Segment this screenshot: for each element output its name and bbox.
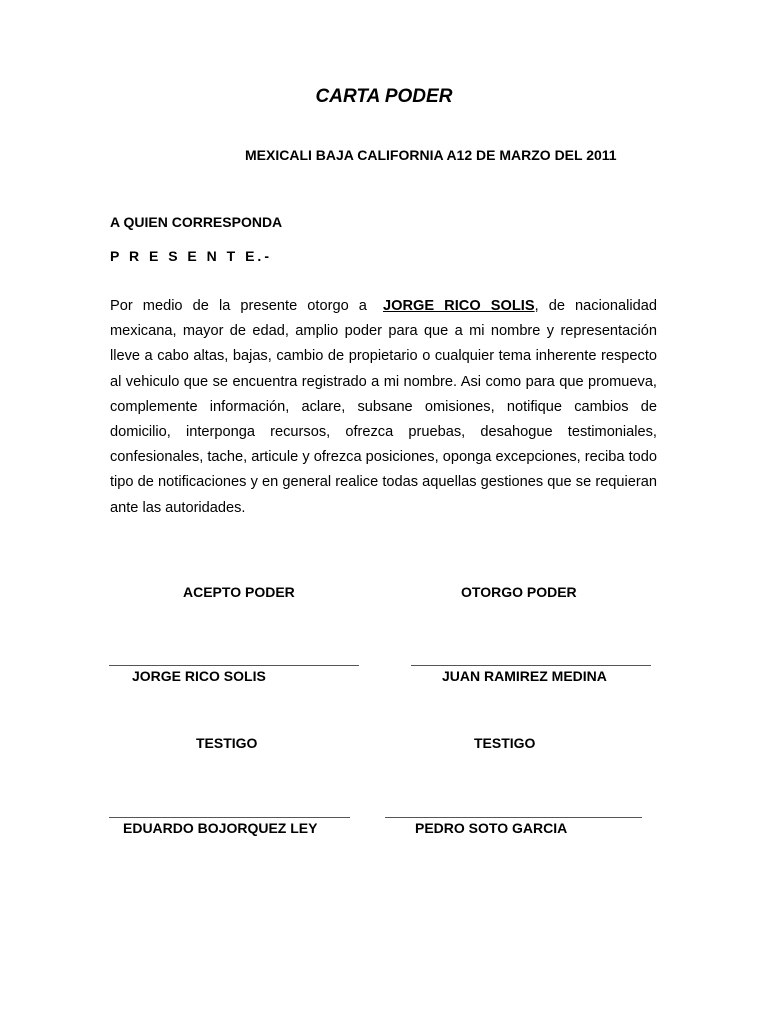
- grantee-name: JORGE RICO SOLIS: [383, 298, 535, 314]
- grant-signer-name: JUAN RAMIREZ MEDINA: [442, 668, 607, 684]
- witness-left-heading: TESTIGO: [196, 735, 258, 751]
- accept-power-heading: ACEPTO PODER: [183, 584, 295, 600]
- witness-left-name: EDUARDO BOJORQUEZ LEY: [123, 820, 318, 836]
- accept-signature-line: [109, 665, 359, 666]
- document-title: CARTA PODER: [315, 86, 453, 107]
- accept-signer-name: JORGE RICO SOLIS: [132, 668, 266, 684]
- place-and-date: MEXICALI BAJA CALIFORNIA A12 DE MARZO DEL 2011: [245, 147, 617, 163]
- witness-right-signature-line: [385, 817, 642, 818]
- witness-left-signature-line: [109, 817, 350, 818]
- addressee: A QUIEN CORRESPONDA: [110, 214, 283, 230]
- witness-right-name: PEDRO SOTO GARCIA: [415, 820, 568, 836]
- witness-right-heading: TESTIGO: [474, 735, 536, 751]
- body-rest: , de nacionalidad mexicana, mayor de edad, amplio poder para que a mi nombre y representación lleve a cabo altas, bajas, cambio de propietario o cualquier tema inherente respecto al vehiculo que se encuentra registrado a mi nombre. Asi como para que promueva, complemente información, aclare, subsane omisiones, notifique cambios de domicilio, interponga recursos, ofrezca pruebas, desahogue testimoniales, confesionales, tache, articule y ofrezca posiciones, oponga excepciones, reciba todo tipo de notificaciones y en general realice todas aquellas gestiones que se requieran ante las autoridades.: [110, 298, 657, 516]
- body-intro: Por medio de la presente otorgo a: [110, 298, 377, 314]
- grant-signature-line: [411, 665, 651, 666]
- body-paragraph: [110, 294, 657, 521]
- grant-power-heading: OTORGO PODER: [461, 584, 577, 600]
- presente-line: P R E S E N T E.-: [110, 248, 272, 264]
